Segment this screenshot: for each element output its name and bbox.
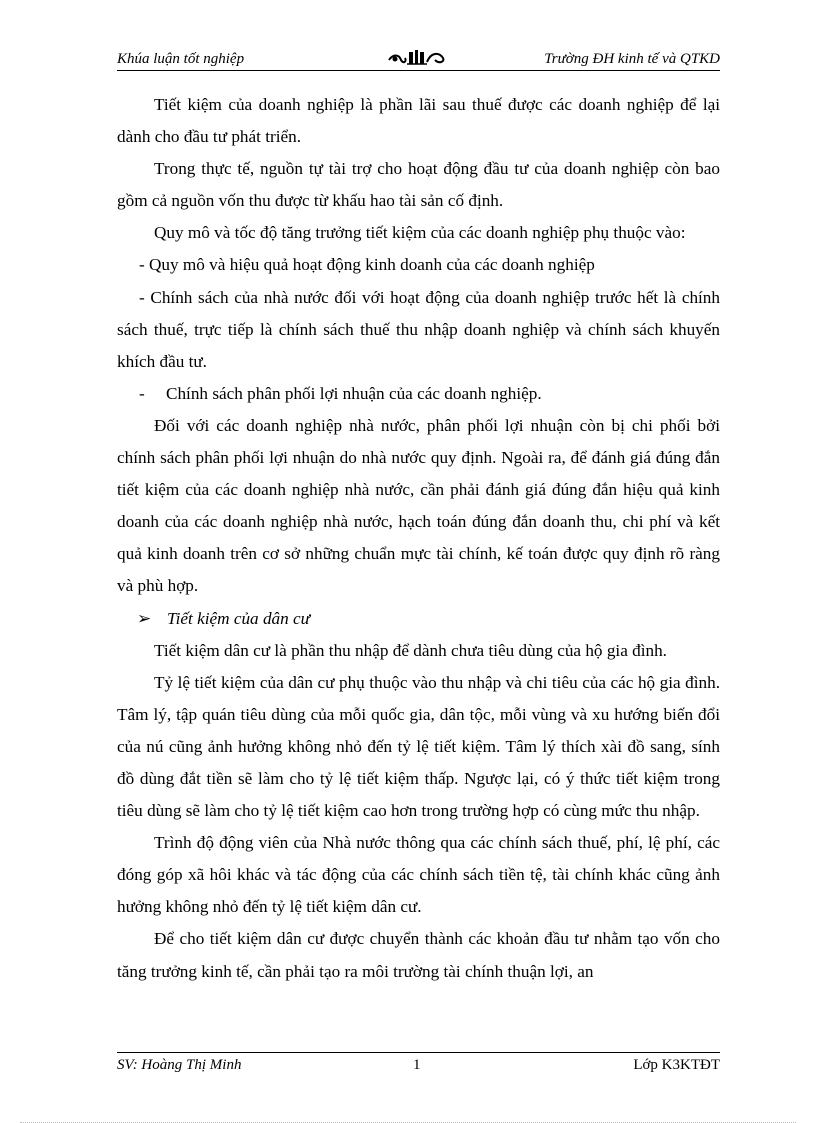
- paragraph: Tỷ lệ tiết kiệm của dân cư phụ thuộc vào thu nhập và chi tiêu của các hộ gia đình. Tâm lý, tập quán tiêu dùng của mỗi quốc gia, dân tộc, mỗi vùng và xu hướng biến đổi của nú cũng ảnh hưởng không nhỏ đến tỷ lệ tiết kiệm. Tâm lý thích xài đồ sang, sính đồ dùng đắt tiền sẽ làm cho tỷ lệ tiết kiệm thấp. Ngược lại, có ý thức tiết kiệm trong tiêu dùng sẽ làm cho tỷ lệ tiết kiệm cao hơn trong trường hợp có cùng mức thu nhập.: [117, 672, 720, 821]
- page-footer: [117, 1052, 720, 1079]
- page-number: 1: [413, 1057, 421, 1073]
- ornament-icon: [387, 48, 447, 68]
- bullet-item: - Quy mô và hiệu quả hoạt động kinh doanh của các doanh nghiệp: [139, 255, 595, 275]
- header-right-text: Trường ĐH kinh tế và QTKD: [544, 51, 720, 67]
- bullet-item: - Chính sách của nhà nước đối với hoạt động của doanh nghiệp trước hết là chính sách thuế, trực tiếp là chính sách thuế thu nhập doanh nghiệp và chính sách khuyến khích đầu tư.: [117, 287, 720, 371]
- page-header: [117, 48, 720, 71]
- bullet-item: [117, 378, 720, 410]
- paragraph: Tiết kiệm dân cư là phần thu nhập để dành chưa tiêu dùng của hộ gia đình.: [154, 640, 667, 660]
- paragraph: Tiết kiệm của doanh nghiệp là phần lãi sau thuế được các doanh nghiệp để lại dành cho đầu tư phát triển.: [117, 95, 720, 147]
- section-heading: [117, 603, 720, 635]
- paragraph: Để cho tiết kiệm dân cư được chuyển thành các khoản đầu tư nhằm tạo vốn cho tăng trưởng kinh tế, cần phải tạo ra môi trường tài chính thuận lợi, an: [117, 929, 720, 981]
- footer-student: SV: Hoàng Thị Minh: [117, 1057, 242, 1073]
- paragraph: Quy mô và tốc độ tăng trưởng tiết kiệm của các doanh nghiệp phụ thuộc vào:: [154, 223, 686, 243]
- section-heading-text: Tiết kiệm của dân cư: [167, 608, 311, 628]
- dash-marker: -: [139, 383, 145, 403]
- header-left-text: Khúa luận tốt nghiệp: [117, 51, 245, 67]
- footer-class: Lớp K3KTĐT: [633, 1057, 720, 1073]
- bullet-text: Chính sách phân phối lợi nhuận của các doanh nghiệp.: [166, 383, 542, 403]
- paragraph: Đối với các doanh nghiệp nhà nước, phân phối lợi nhuận còn bị chi phối bởi chính sách phân phối lợi nhuận do nhà nước quy định. Ngoài ra, để đánh giá đúng đắn tiết kiệm của các doanh nghiệp nhà nước, cần phải đánh giá đúng đắn hiệu quả kinh doanh của các doanh nghiệp nhà nước, hạch toán đúng đắn doanh thu, chi phí và kết quả kinh doanh trên cơ sở những chuẩn mực tài chính, kế toán được quy định rõ ràng và phù hợp.: [117, 415, 720, 596]
- document-body: [117, 89, 720, 988]
- paragraph: Trong thực tế, nguồn tự tài trợ cho hoạt động đầu tư của doanh nghiệp còn bao gồm cả nguồn vốn thu được từ khấu hao tài sản cố định.: [117, 159, 720, 211]
- arrow-bullet-icon: ➢: [137, 608, 152, 628]
- paragraph: Trình độ động viên của Nhà nước thông qua các chính sách thuế, phí, lệ phí, các đóng góp xã hôi khác và tác động của các chính sách tiền tệ, tài chính khác cũng ảnh hưởng không nhỏ đến tỷ lệ tiết kiệm dân cư.: [117, 833, 720, 917]
